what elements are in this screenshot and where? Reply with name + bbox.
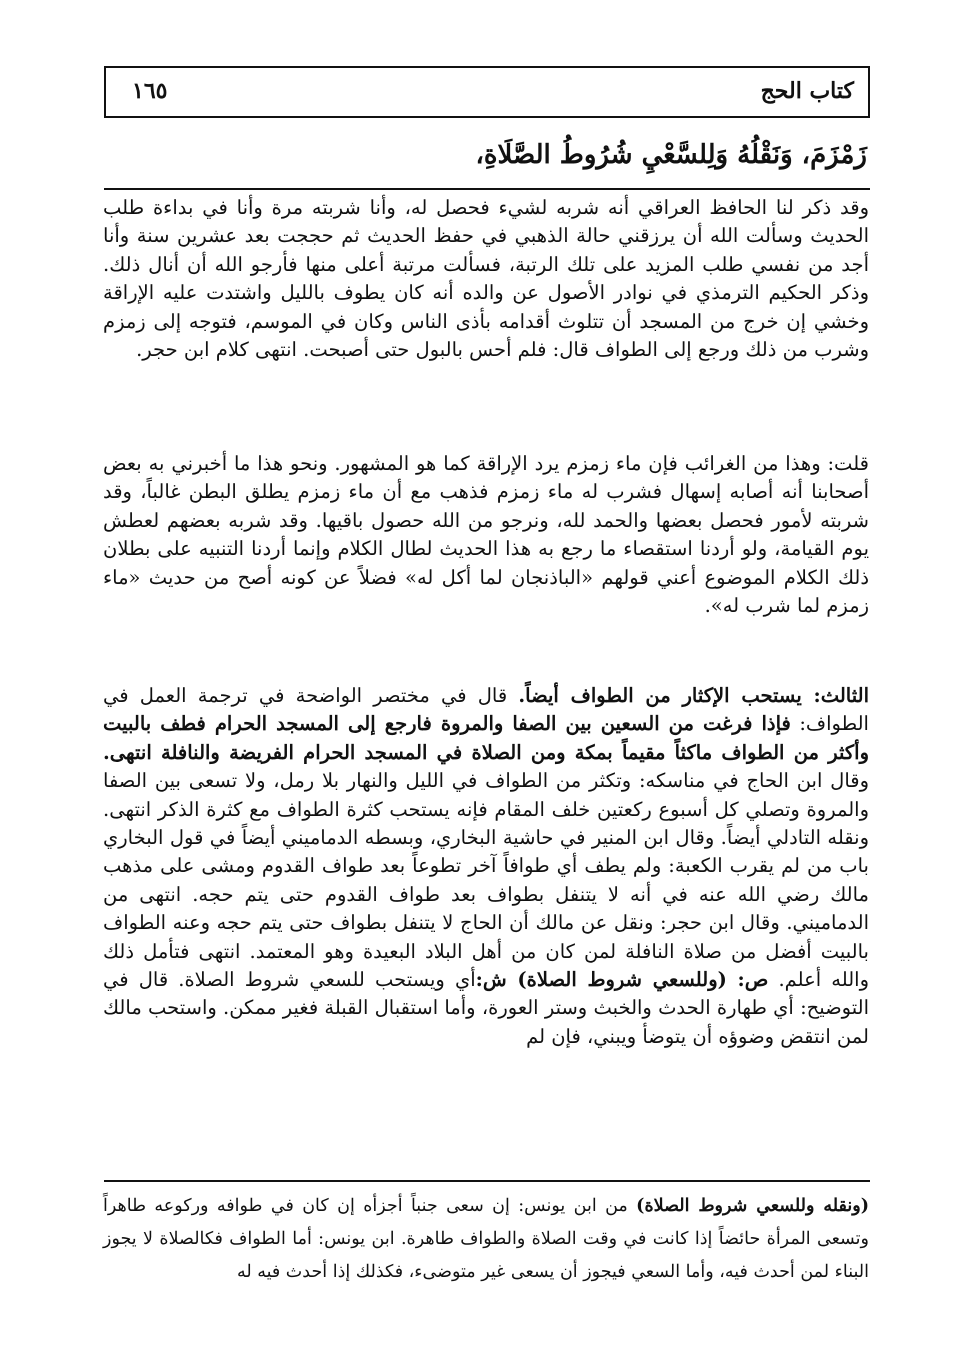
footnote-lead: (ونقله وللسعي شروط الصلاة)	[636, 1196, 869, 1216]
matn-divider	[104, 188, 870, 190]
matn-text: زَمْزَمَ، وَنَقْلُهُ وَلِلسَّعْيِ شُرُوطُ الصَّلَاةِ،	[475, 140, 867, 170]
page-header	[104, 66, 870, 118]
commentary-paragraph-3	[103, 682, 869, 1051]
sad-marker: ص: (وللسعي شروط الصلاة) ش:	[475, 968, 769, 992]
paragraph-text: قال في مختصر الواضحة في ترجمة العمل في الطواف:	[103, 684, 869, 736]
commentary-paragraph-1: وقد ذكر لنا الحافظ العراقي أنه شربه لشيء فحصل له، وأنا شربته مرة وأنا في بداءة طلب الحديث وسألت الله أن يرزقني حالة الذهبي في حفظ الحديث ثم حججت بعد عشرين سنة وأنا أجد من نفسي طلب المزيد على تلك الرتبة، فسألت مرتبة أعلى منها فأرجو الله أن أنال ذلك. وذكر الحكيم الترمذي في نوادر الأصول عن والده أنه كان يطوف بالليل واشتدت عليه الإراقة وخشي إن خرج من المسجد أن تتلوث أقدامه بأذى الناس وكان في الموسم، فتوجه إلى زمزم وشرب من ذلك ورجع إلى الطواف قال: فلم أحس بالبول حتى أصبحت. انتهى كلام ابن حجر.	[103, 196, 869, 362]
paragraph-lead: الثالث: يستحب الإكثار من الطواف أيضاً.	[518, 684, 869, 707]
footnote	[103, 1190, 869, 1289]
footnote-text: من ابن يونس: إن سعى جنباً أجزأه إن كان في طوافه وركوعه طاهراً وتسعى المرأة حائضاً إذا كانت في وقت الصلاة والطواف طاهرة. ابن يونس: أما الطواف فكالصلاة لا يجوز البناء لمن أحدث فيه، وأما السعي فيجوز أن يسعى غير متوضىء، فكذلك إذا أحدث فيه له	[103, 1196, 869, 1282]
footnote-divider	[104, 1180, 870, 1182]
commentary-paragraph-2: قلت: وهذا من الغرائب فإن ماء زمزم يرد الإراقة كما هو المشهور. ونحو هذا ما أخبرني به بعض أصحابنا أنه أصابه إسهال فشرب له ماء زمزم فذهب مع أن ماء زمزم يطلق البطن غالباً، وقد شربته لأمور فحصل بعضها والحمد لله، ونرجو من الله حصول باقيها. وقد شربه بعضهم لعطش يوم القيامة، ولو أردنا استقصاء ما رجع به هذا الحديث لطال الكلام وإنما أردنا التنبيه على بطلان ذلك الكلام الموضوع أعني قولهم «الباذنجان لما أكل له» فضلاً عن كونه أصح من حديث «ماء زمزم لما شرب له».	[103, 452, 869, 618]
paragraph-text: وقال ابن الحاج في مناسكه: وتكثر من الطواف في الليل والنهار بلا رمل، ولا تسعى بين الصفا والمروة وتصلي كل أسبوع ركعتين خلف المقام فإنه يستحب كثرة الطواف مع كثرة الذكر انتهى. ونقله التادلي أيضاً. وقال ابن المنير في حاشية البخاري، وبسطه الدماميني أيضاً في قول البخاري باب من لم يقرب الكعبة: ولم يطف أي طوافاً آخر تطوعاً بعد طواف القدوم ومشى على مذهب مالك رضي الله عنه في أنه لا يتنفل بطواف بعد طواف القدوم حتى يتم حجه. انتهى من الدماميني. وقال ابن حجر: ونقل عن مالك أن الحاج لا يتنفل بطواف حتى يتم حجه وعنه الطواف بالبيت أفضل من صلاة النافلة لمن كان من أهل البلاد البعيدة وهو المعتمد. انتهى فتأمل ذلك والله أعلم.	[103, 769, 869, 992]
chapter-title: كتاب الحج	[760, 78, 854, 104]
page-number: ١٦٥	[132, 78, 168, 104]
paragraph-text: أي ويستحب للسعي شروط الصلاة. قال في التوضيح: أي طهارة الحدث والخبث وستر العورة، وأما استقبال القبلة فغير ممكن. واستحب مالك لمن انتقض وضوؤه أن يتوضأ ويبني، فإن لم	[103, 968, 869, 1048]
quoted-text: فإذا فرغت من السعين بين الصفا والمروة فارجع إلى المسجد الحرام فطف بالبيت وأكثر من الطواف ماكثاً مقيماً بمكة ومن الصلاة في المسجد الحرام الفريضة والنافلة انتهى.	[103, 712, 869, 764]
